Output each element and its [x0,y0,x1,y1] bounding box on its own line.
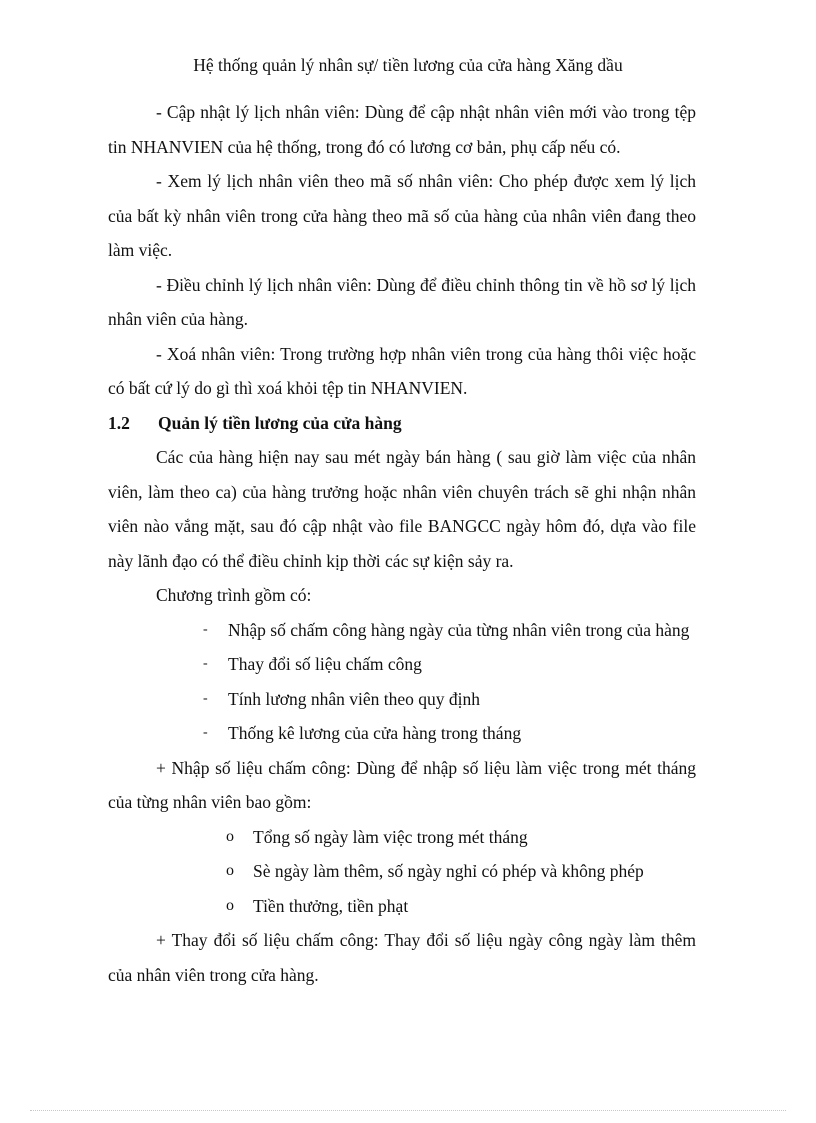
document-body [108,95,696,992]
page-header-title: Hệ thống quản lý nhân sự/ tiền lương của cửa hàng Xăng dầu [193,55,623,75]
list-item-text: Sè ngày làm thêm, số ngày nghỉ có phép và không phép [253,861,644,881]
paragraph-delete-employee: - Xoá nhân viên: Trong trường hợp nhân viên trong của hàng thôi việc hoặc có bất cứ lý do gì thì xoá khỏi tệp tin NHANVIEN. [108,343,696,398]
dash-bullet-icon: - [203,725,208,740]
dash-bullet-icon: - [203,621,208,637]
paragraph-change-timesheet: + Thay đổi số liệu chấm công: Thay đổi số liệu ngày công ngày làm thêm của nhân viên trong cửa hàng. [108,930,696,985]
list-item-text: Tính lương nhân viên theo quy định [228,688,481,709]
list-item [108,854,696,889]
paragraph-view-profile: - Xem lý lịch nhân viên theo mã số nhân viên: Cho phép được xem lý lịch của bất kỳ nhân viên trong cửa hàng theo mã số của hàng của nhân viên đang theo làm việc. [108,171,696,260]
dash-bullet-icon: - [203,656,208,671]
section-heading [108,406,696,441]
list-item-text: Thống kê lương của cửa hàng trong tháng [228,723,522,743]
list-item [108,682,696,717]
paragraph-edit-profile: - Điều chỉnh lý lịch nhân viên: Dùng để điều chỉnh thông tin về hồ sơ lý lịch nhân viên của hàng. [108,274,696,329]
circle-bullet-icon: o [226,896,234,914]
list-item-text: Tiền thưởng, tiền phạt [253,895,409,916]
section-title: Quản lý tiền lương của cửa hàng [158,412,402,433]
paragraph-input-timesheet: + Nhập số liệu chấm công: Dùng để nhập số liệu làm việc trong mét tháng của từng nhân viên bao gồm: [108,757,696,812]
list-item-text: Thay đổi số liệu chấm công [228,654,422,674]
list-item [108,647,696,682]
circle-bullet-icon: o [226,862,234,879]
dash-bullet-icon: - [203,690,208,706]
list-item [108,613,696,648]
circle-bullet-icon: o [226,827,234,845]
paragraph-update-profile: - Cập nhật lý lịch nhân viên: Dùng để cập nhật nhân viên mới vào trong tệp tin NHANVIEN của hệ thống, trong đó có lương cơ bản, phụ cấp nếu có. [108,102,696,157]
program-list [108,613,696,751]
page-footer-rule [30,1110,786,1111]
list-item [108,820,696,855]
list-item [108,889,696,924]
paragraph-salary-intro: Các của hàng hiện nay sau mét ngày bán hàng ( sau giờ làm việc của nhân viên, làm theo ca) của hàng trưởng hoặc nhân viên chuyên trách sẽ ghi nhận nhân viên nào vắng mặt, sau đó cập nhật vào file BANGCC ngày hôm đó, dựa vào file này lãnh đạo có thể điều chỉnh kịp thời các sự kiện sảy ra. [108,447,696,571]
timesheet-list [108,820,696,924]
list-item-text: Nhập số chấm công hàng ngày của từng nhân viên trong của hàng [228,619,690,640]
section-number: 1.2 [108,412,130,433]
list-item-text: Tổng số ngày làm việc trong mét tháng [253,826,528,847]
list-item [108,716,696,751]
program-intro: Chương trình gồm có: [156,585,312,605]
